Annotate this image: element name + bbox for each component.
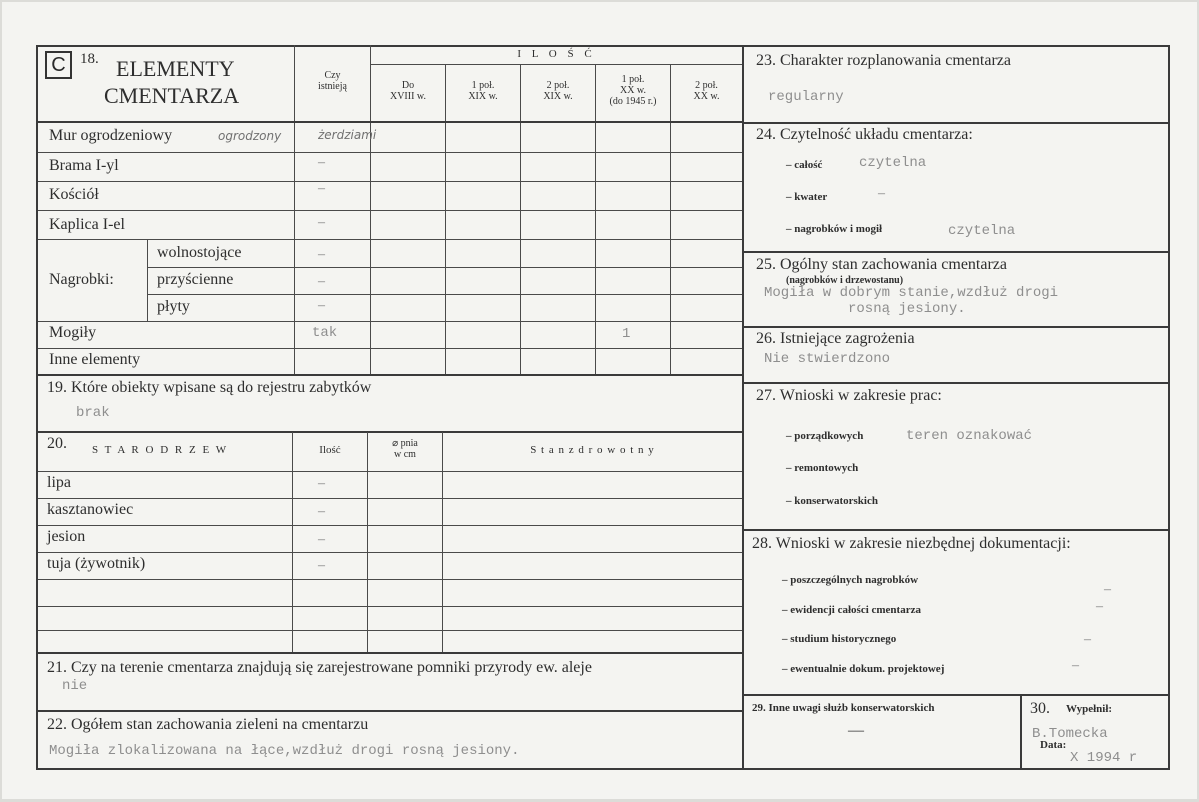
col-label: XIX w. <box>468 91 498 102</box>
label-wypelnil: Wypełnił: <box>1066 703 1113 715</box>
grid-line <box>38 471 742 472</box>
answer-22: Mogiła zlokalizowana na łące,wzdłuż drogi rosną jesiony. <box>49 743 520 759</box>
grid-line <box>371 64 742 65</box>
value-nagrobkow: czytelna <box>948 223 1016 239</box>
col-label: 2 poł. <box>695 80 718 91</box>
grid-line <box>36 710 743 712</box>
pnia-header <box>368 438 442 460</box>
grid-line <box>147 239 148 321</box>
value-mogily-count: 1 <box>622 326 631 342</box>
value-dash: – <box>318 504 325 519</box>
record-card <box>2 2 1197 799</box>
label-doc-1: – poszczególnych nagrobków <box>782 574 919 586</box>
col-label: 1 poł. <box>471 80 495 91</box>
answer-25-line1: Mogiła w dobrym stanie,wzdłuż drogi <box>764 285 1059 301</box>
value-kwater: – <box>878 186 885 201</box>
grid-line <box>743 122 1170 124</box>
grid-line <box>36 431 743 433</box>
question-27: 27. Wnioski w zakresie prac: <box>756 387 942 404</box>
value-dash: – <box>318 181 325 196</box>
row-label-mur: Mur ogrodzeniowy <box>49 127 173 144</box>
value-dash: – <box>1096 599 1103 614</box>
label-calosc: – całość <box>786 159 823 171</box>
label-doc-3: – studium historycznego <box>782 633 897 645</box>
grid-line <box>38 606 742 607</box>
label-doc-2: – ewidencji całości cmentarza <box>782 604 921 616</box>
header-czy <box>295 70 370 92</box>
col-label: (do 1945 r.) <box>609 96 657 107</box>
answer-19: brak <box>76 405 110 421</box>
question-25-sub: (nagrobków i drzewostanu) <box>786 275 904 286</box>
label-remontowych: – remontowych <box>786 462 859 474</box>
grid-line <box>148 267 742 268</box>
question-25: 25. Ogólny stan zachowania cmentarza <box>756 256 1008 273</box>
header-ilosc: I L O Ś Ć <box>517 48 596 60</box>
grid-line <box>670 64 671 375</box>
handwritten-note: ogrodzony <box>218 129 282 143</box>
value-dash: – <box>318 215 325 230</box>
section-title-line1: ELEMENTY <box>116 56 235 81</box>
ilosc-header: Ilość <box>319 444 341 456</box>
section-number: 18. <box>80 51 99 67</box>
grid-line <box>38 239 742 240</box>
section-badge: C <box>45 51 72 79</box>
handwritten-note: żerdziami <box>318 128 377 142</box>
value-dash: – <box>318 274 325 289</box>
value-calosc: czytelna <box>859 155 927 171</box>
row-label-nagrobki: Nagrobki: <box>49 271 114 288</box>
starodrzew-header: S T A R O D R Z E W <box>92 444 229 456</box>
label-konserwatorskich: – konserwatorskich <box>786 495 878 507</box>
value-dash: – <box>1072 658 1079 673</box>
col-label: XIX w. <box>543 91 573 102</box>
header-col-5 <box>671 80 742 102</box>
tree-row-label: tuja (żywotnik) <box>47 555 146 572</box>
answer-26: Nie stwierdzono <box>764 351 891 367</box>
header-col-4 <box>596 74 670 107</box>
grid-line <box>442 432 443 652</box>
row-label-kaplica: Kaplica I-el <box>49 216 125 233</box>
grid-line <box>36 652 743 654</box>
grid-line <box>38 348 742 349</box>
answer-25-line2: rosną jesiony. <box>848 301 966 317</box>
question-29: 29. Inne uwagi służb konserwatorskich <box>752 702 935 714</box>
label-kwater: – kwater <box>786 191 828 203</box>
grid-line <box>36 374 743 376</box>
value-wypelnil: B.Tomecka <box>1032 726 1108 742</box>
grid-line <box>38 181 742 182</box>
section-20-number: 20. <box>47 435 67 452</box>
col-label: XX w. <box>693 91 720 102</box>
grid-line <box>38 152 742 153</box>
question-24: 24. Czytelność układu cmentarza: <box>756 126 973 143</box>
grid-line <box>38 210 742 211</box>
question-19: 19. Które obiekty wpisane są do rejestru zabytków <box>47 379 372 396</box>
header-czy-line2: istnieją <box>318 81 347 92</box>
value-dash: – <box>1084 632 1091 647</box>
value-dash: – <box>318 155 325 170</box>
grid-line <box>743 694 1170 696</box>
grid-line <box>292 432 293 652</box>
value-dash: – <box>318 532 325 547</box>
question-21: 21. Czy na terenie cmentarza znajdują się zarejestrowane pomniki przyrody ew. aleje <box>47 659 592 676</box>
question-30: 30. <box>1030 700 1050 717</box>
value-dash: – <box>318 247 325 262</box>
grid-line <box>445 64 446 375</box>
grid-line <box>38 321 742 322</box>
section-title-line2: CMENTARZA <box>104 83 240 108</box>
pnia-line2: w cm <box>394 449 416 460</box>
value-mogily: tak <box>312 325 338 341</box>
grid-line <box>36 121 743 123</box>
grid-line <box>38 630 742 631</box>
value-porzadkowych: teren oznakować <box>906 428 1033 444</box>
question-28: 28. Wnioski w zakresie niezbędnej dokumentacji: <box>752 535 1071 552</box>
row-label-wolnostojace: wolnostojące <box>157 244 242 261</box>
value-dash: – <box>1104 582 1111 597</box>
header-col-3 <box>521 80 595 102</box>
row-label-brama: Brama I-yl <box>49 157 119 174</box>
label-doc-4: – ewentualnie dokum. projektowej <box>782 663 945 675</box>
tree-row-label: lipa <box>47 474 71 491</box>
row-label-mogily: Mogiły <box>49 324 97 341</box>
stan-header: S t a n z d r o w o t n y <box>530 444 655 456</box>
col-label: 1 poł. <box>621 74 645 85</box>
grid-line <box>743 251 1170 253</box>
grid-line <box>367 432 368 652</box>
answer-29: — <box>848 722 864 739</box>
column-divider <box>742 45 744 770</box>
grid-line <box>595 64 596 375</box>
tree-row-label: kasztanowiec <box>47 501 134 518</box>
question-23: 23. Charakter rozplanowania cmentarza <box>756 52 1011 69</box>
grid-line <box>743 382 1170 384</box>
grid-line <box>520 64 521 375</box>
answer-21: nie <box>62 678 88 694</box>
header-col-2 <box>446 80 520 102</box>
row-label-plyty: płyty <box>157 298 190 315</box>
question-22: 22. Ogółem stan zachowania zieleni na cmentarzu <box>47 716 369 733</box>
value-data: X 1994 r <box>1070 750 1138 766</box>
grid-line <box>38 552 742 553</box>
row-label-kosciol: Kościół <box>49 186 99 203</box>
question-26: 26. Istniejące zagrożenia <box>756 330 915 347</box>
tree-row-label: jesion <box>47 528 86 545</box>
header-col-1 <box>371 80 445 102</box>
value-dash: – <box>318 558 325 573</box>
col-label: XVIII w. <box>389 91 426 102</box>
grid-line <box>743 326 1170 328</box>
pnia-line1: ⌀ pnia <box>392 438 418 449</box>
grid-line <box>38 525 742 526</box>
grid-line <box>38 579 742 580</box>
grid-line <box>1020 694 1022 770</box>
label-data: Data: <box>1040 739 1067 751</box>
row-label-przyscienne: przyścienne <box>157 271 234 288</box>
value-dash: – <box>318 298 325 313</box>
grid-line <box>38 498 742 499</box>
col-label: XX w. <box>619 85 646 96</box>
row-label-inne: Inne elementy <box>49 351 141 368</box>
grid-line <box>743 529 1170 531</box>
col-label: 2 poł. <box>546 80 570 91</box>
value-dash: – <box>318 476 325 491</box>
answer-23: regularny <box>768 89 844 105</box>
header-czy-line1: Czy <box>324 70 341 81</box>
col-label: Do <box>401 80 415 91</box>
grid-line <box>148 294 742 295</box>
label-nagrobkow: – nagrobków i mogił <box>786 223 883 235</box>
label-porzadkowych: – porządkowych <box>786 430 864 442</box>
